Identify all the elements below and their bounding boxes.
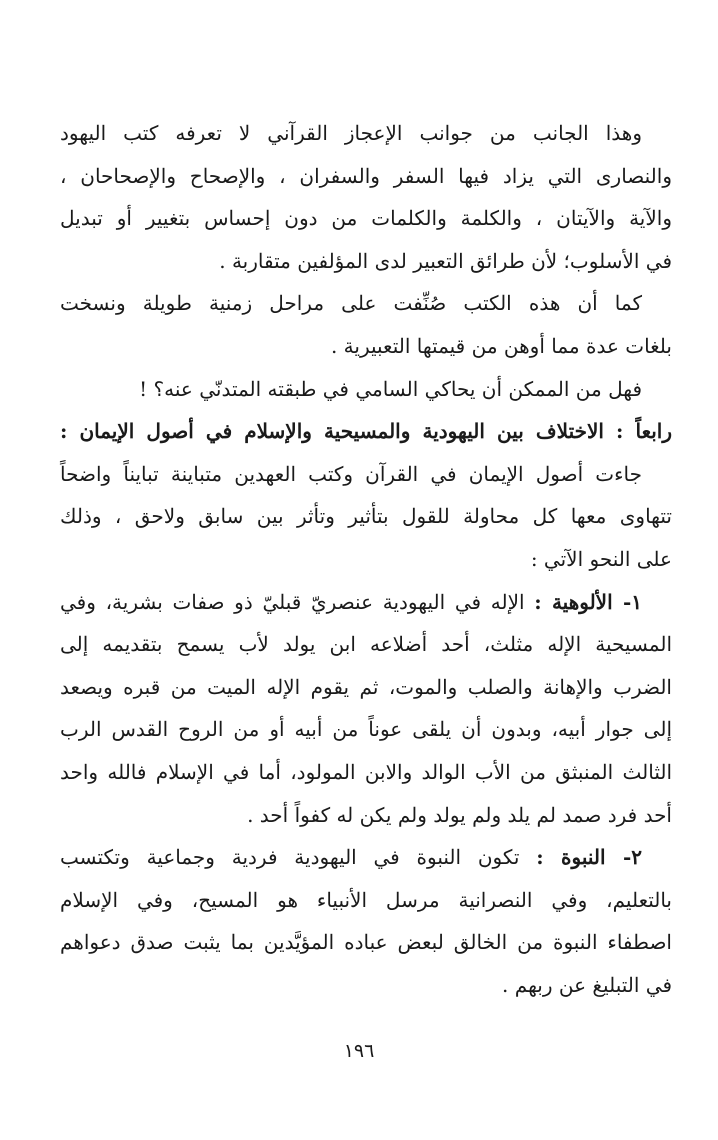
section-heading [60,410,672,453]
line-text: في التبليغ عن ربهم . [502,972,672,997]
text-line [60,921,672,964]
line-text: كما أن هذه الكتب صُنِّفت على مراحل زمنية طويلة ونسخت [60,291,642,316]
text-line [60,964,672,1007]
text-line [60,197,672,240]
text-line [60,751,672,794]
line-text: بلغات عدة مما أوهن من قيمتها التعبيرية . [330,333,672,358]
line-text: في الأسلوب؛ لأن طرائق التعبير لدى المؤلفين متقاربة . [219,248,672,273]
text-line [60,538,672,581]
page-number: ١٩٦ [343,1040,375,1062]
line-text: أحد فرد صمد لم يلد ولم يولد ولم يكن له كفواً أحد . [247,802,672,827]
text-line [60,581,672,624]
list-term: ١- الألوهية : [534,589,642,614]
line-text: الضرب والإهانة والصلب والموت، ثم يقوم الإله الميت من قبره ويصعد [60,674,672,699]
line-text: جاءت أصول الإيمان في القرآن وكتب العهدين متباينة تبايناً واضحاً [60,461,642,486]
line-text: فهل من الممكن أن يحاكي السامي في طبقته المتدنّي عنه؟ ! [139,376,642,401]
text-line [60,666,672,709]
text-line [60,836,672,879]
text-line [60,368,672,411]
line-text: وهذا الجانب من جوانب الإعجاز القرآني لا تعرفه كتب اليهود [60,121,642,145]
line-text: إلى جوار أبيه، وبدون أن يلقى عوناً من أبيه أو من الروح القدس الرب [60,717,672,742]
line-text: اصطفاء النبوة من الخالق لبعض عباده المؤيَّدين بما يثبت صدق دعواهم [60,930,672,955]
text-line [60,282,672,325]
text-line [60,112,672,155]
text-line [60,325,672,368]
line-text: المسيحية الإله مثلث، أحد أضلاعه ابن يولد لأب يسمح بتقديمه إلى [60,632,672,657]
text-line [60,240,672,283]
page-body [60,112,672,1006]
text-line [60,708,672,751]
line-text: الثالث المنبثق من الأب الوالد والابن المولود، أما في الإسلام فالله واحد [60,759,672,784]
list-term: ٢- النبوة : [536,845,642,870]
text-line [60,879,672,922]
line-text: والآية والآيتان ، والكلمة والكلمات من دون إحساس بتغيير أو تبديل [60,206,672,231]
text-line [60,623,672,666]
line-text: الإله في اليهودية عنصريّ قبليّ ذو صفات بشرية، وفي [60,589,535,614]
text-line [60,794,672,837]
text-line [60,495,672,538]
line-text: تتهاوى معها كل محاولة للقول بتأثير وتأثر بين سابق ولاحق ، وذلك [60,504,672,529]
line-text: على النحو الآتي : [530,546,672,571]
text-line [60,155,672,198]
line-text: تكون النبوة في اليهودية فردية وجماعية وتكتسب [60,845,537,870]
text-line [60,453,672,496]
line-text: والنصارى التي يزاد فيها السفر والسفران ، والإصحاح والإصحاحان ، [60,163,672,188]
line-text: رابعاً : الاختلاف بين اليهودية والمسيحية والإسلام في أصول الإيمان : [60,419,672,444]
line-text: بالتعليم، وفي النصرانية مرسل الأنبياء هو المسيح، وفي الإسلام [60,887,672,912]
